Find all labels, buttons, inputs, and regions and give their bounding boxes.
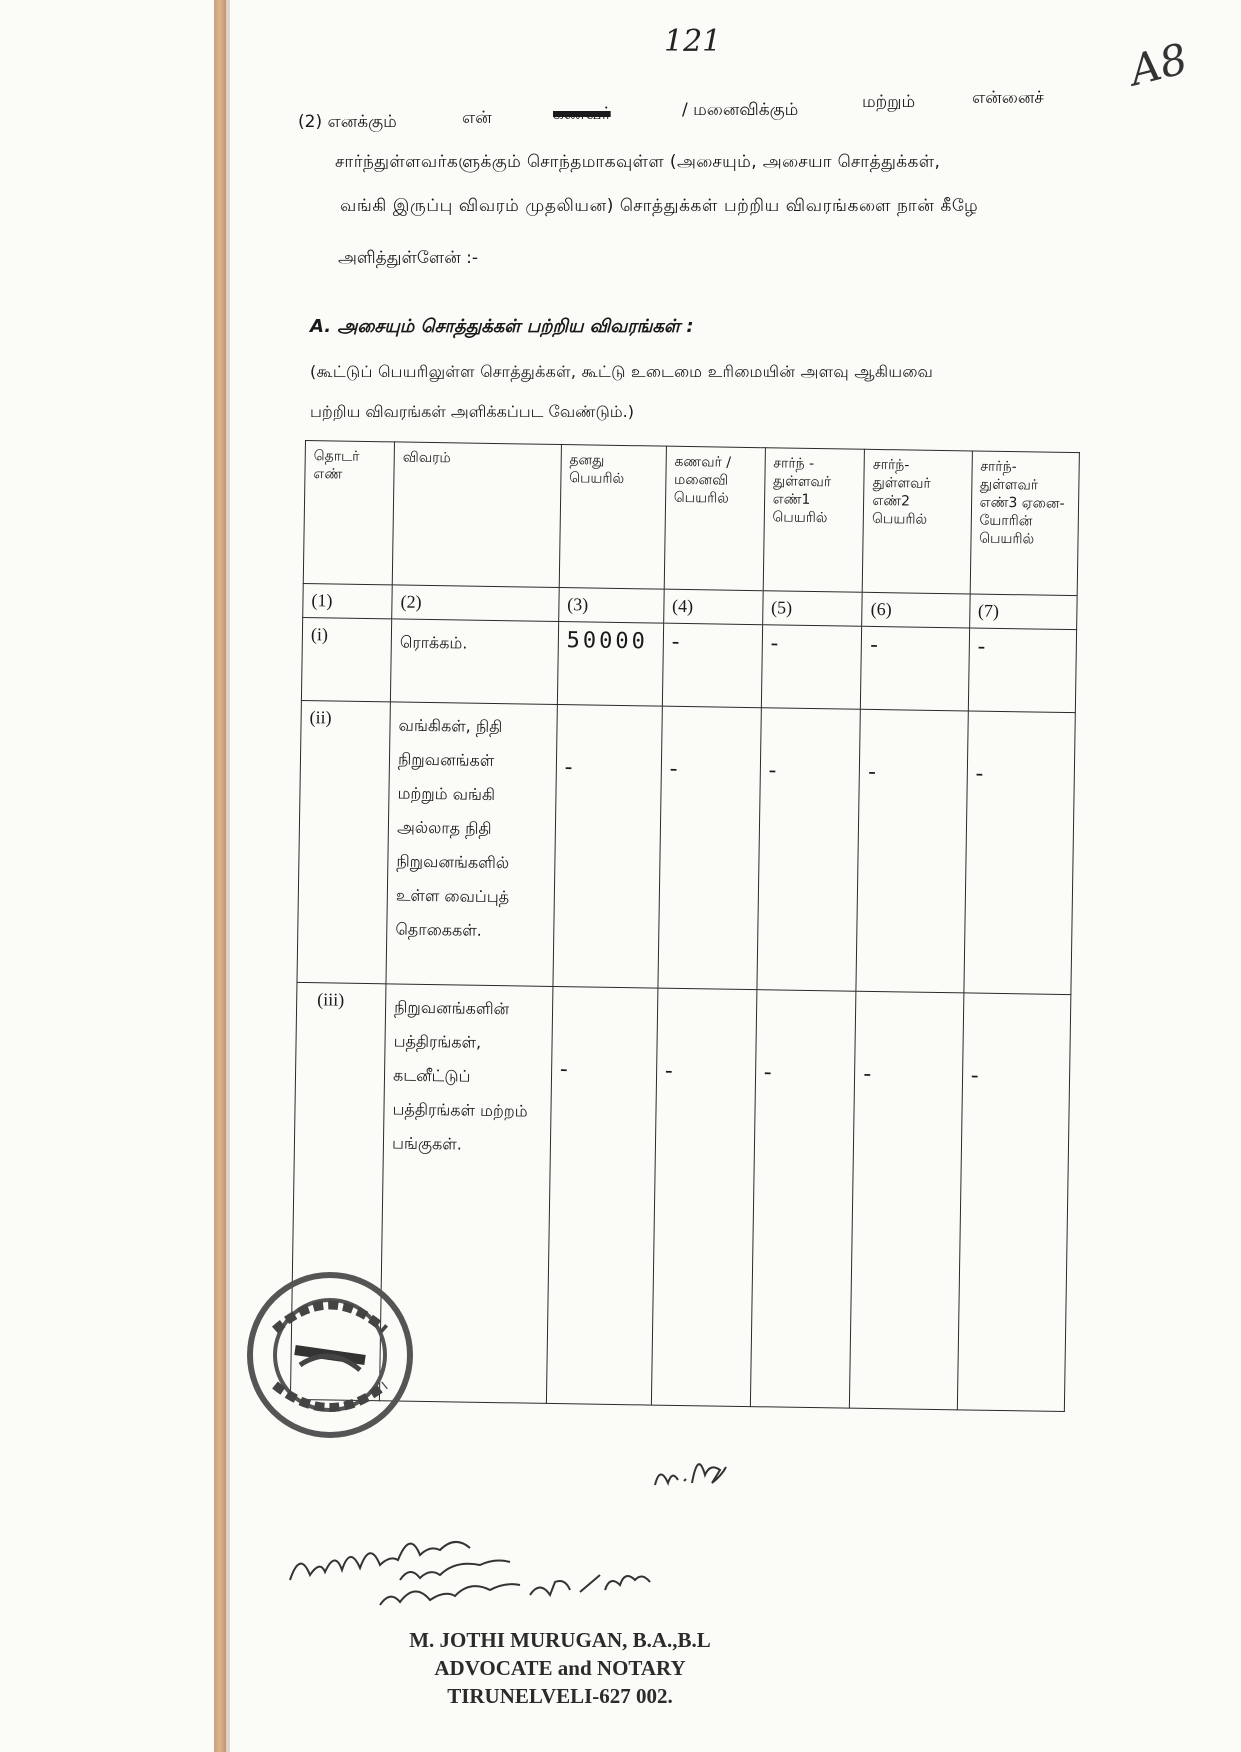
header-dependent-3: சார்ந்- துள்ளவர் எண்3 ஏனை- யோரின் பெயரில்: [970, 451, 1080, 596]
table-header-row: [303, 441, 1079, 596]
table-row: [297, 700, 1075, 994]
header-serial-no: தொடர் எண்: [303, 441, 394, 585]
column-number: (2): [392, 585, 559, 622]
column-number: (7): [969, 594, 1077, 630]
intro-word-struck: கணவர்: [553, 104, 611, 124]
value-dependent-2: -: [850, 991, 964, 1410]
header-spouse-name: கணவர் / மனைவி பெயரில்: [664, 446, 765, 591]
value-own: -: [546, 986, 658, 1405]
section-a-heading: A. அசையும் சொத்துக்கள் பற்றிய விவரங்கள் :: [310, 316, 694, 337]
binding-shadow: [226, 0, 230, 1752]
value-spouse: -: [658, 706, 761, 990]
value-dependent-3: -: [957, 993, 1071, 1412]
table-row: [301, 617, 1076, 712]
notary-name: M. JOTHI MURUGAN, B.A.,B.L: [409, 1628, 711, 1652]
corner-handwritten-mark: A8: [1124, 33, 1193, 96]
value-own: -: [553, 704, 662, 988]
value-dependent-3: -: [968, 628, 1077, 713]
value-own: 50000: [557, 622, 663, 707]
column-number: (6): [862, 592, 970, 628]
column-number: (3): [558, 588, 663, 624]
intro-word: என்னைச்: [972, 88, 1044, 108]
row-serial: (ii): [297, 700, 391, 983]
row-description: ரொக்கம்.: [391, 619, 559, 705]
handwritten-signature: [280, 1520, 700, 1630]
value-dependent-2: -: [861, 626, 970, 711]
intro-word: (2) எனக்கும்: [298, 112, 397, 132]
row-serial: (iii): [290, 982, 386, 1400]
intro-line-3: வங்கி இருப்பு விவரம் முதலியன) சொத்துக்கள் பற்றிய விவரங்களை நான் கீழே: [340, 196, 979, 216]
value-spouse: -: [662, 623, 762, 708]
value-dependent-1: -: [750, 990, 856, 1409]
value-dependent-1: -: [761, 625, 862, 710]
value-dependent-2: -: [856, 709, 968, 993]
intro-line-4: அளித்துள்ளேன் :-: [338, 248, 479, 268]
header-own-name: தனது பெயரில்: [559, 445, 666, 590]
row-description: நிறுவனங்களின் பத்திரங்கள், கடனீட்டுப் பத்திரங்கள் மற்றம் பங்குகள்.: [380, 984, 553, 1404]
column-number: (5): [762, 591, 862, 627]
header-dependent-1: சார்ந் - துள்ளவர் எண்1 பெயரில்: [763, 448, 865, 593]
section-a-note-line-2: பற்றிய விவரங்கள் அளிக்கப்பட வேண்டும்.): [310, 402, 635, 421]
value-dependent-1: -: [757, 708, 861, 992]
intro-line-2: சார்ந்துள்ளவர்களுக்கும் சொந்தமாகவுள்ள (அசையும், அசையா சொத்துக்கள்,: [335, 152, 941, 172]
row-serial: (i): [301, 617, 391, 701]
movable-assets-table: [290, 440, 1080, 1412]
column-number: (4): [663, 589, 762, 625]
intro-word: என்: [462, 108, 492, 128]
section-a-note-line-1: (கூட்டுப் பெயரிலுள்ள சொத்துக்கள், கூட்டு உடைமை உரிமையின் அளவு ஆகியவை: [310, 362, 934, 381]
intro-word: மற்றும்: [862, 92, 916, 112]
binding-strip: [214, 0, 226, 1752]
value-dependent-3: -: [964, 711, 1076, 995]
row-description: வங்கிகள், நிதி நிறுவனங்கள் மற்றும் வங்கி அல்லாத நிதி நிறுவனங்களில் உள்ள வைப்புத் தொகைகள்.: [386, 702, 557, 987]
notary-address: TIRUNELVELI-627 002.: [447, 1684, 673, 1708]
header-description: விவரம்: [392, 442, 561, 588]
notary-seal: [245, 1270, 415, 1440]
column-number: (1): [303, 583, 393, 618]
notary-title: ADVOCATE and NOTARY: [434, 1656, 686, 1680]
handwritten-initials: [650, 1445, 730, 1495]
page-number: 121: [664, 24, 722, 59]
value-spouse: -: [651, 988, 756, 1407]
intro-word: / மனைவிக்கும்: [682, 100, 799, 120]
header-dependent-2: சார்ந்- துள்ளவர் எண்2 பெயரில்: [862, 449, 972, 594]
